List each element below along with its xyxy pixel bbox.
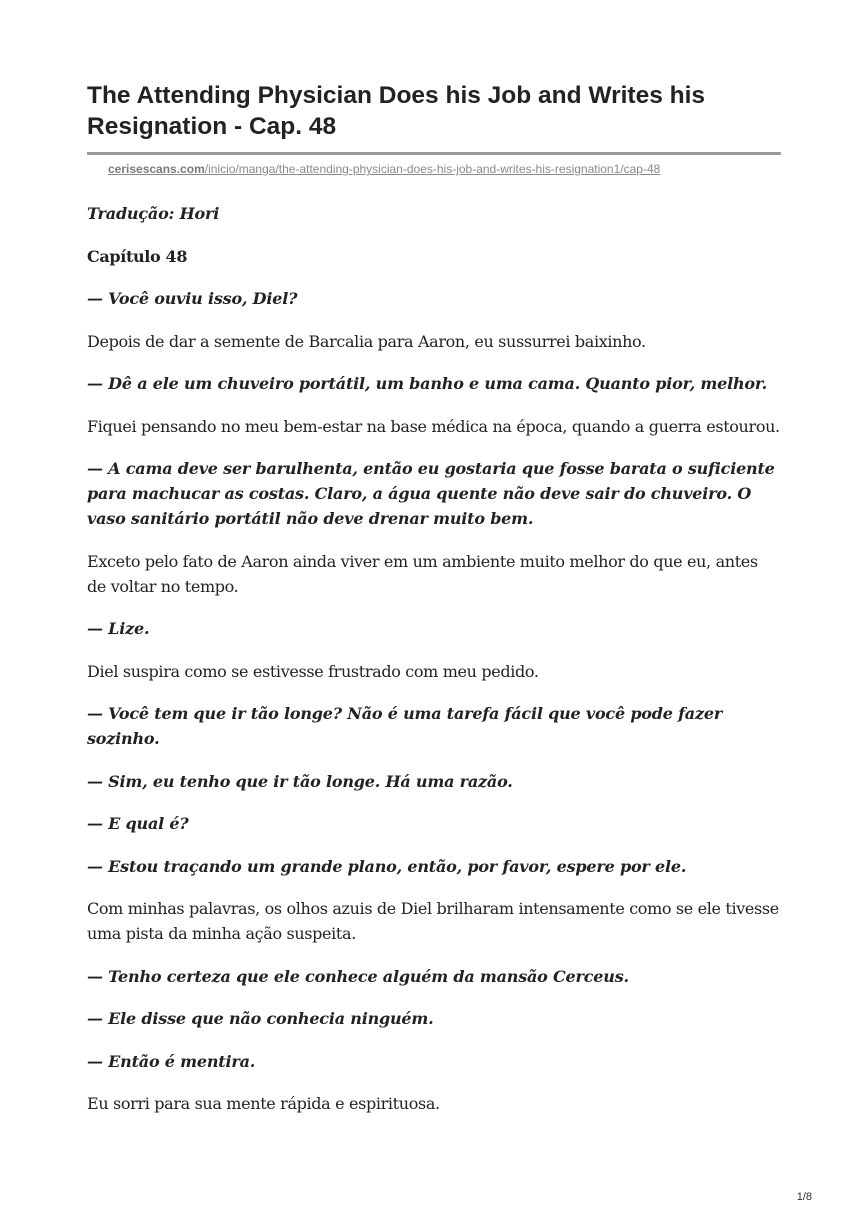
dialogue-paragraph: — Você ouviu isso, Diel?	[87, 289, 298, 308]
narration-paragraph: Exceto pelo fato de Aaron ainda viver em um ambiente muito melhor do que eu, antes de voltar no tempo.	[87, 551, 758, 596]
narration-paragraph: Depois de dar a semente de Barcalia para Aaron, eu sussurrei baixinho.	[87, 331, 646, 351]
dialogue-paragraph: — Tenho certeza que ele conhece alguém da mansão Cerceus.	[87, 966, 629, 986]
dialogue-paragraph: — A cama deve ser barulhenta, então eu gostaria que fosse barata o suficiente para machucar as costas. Claro, a água quente não deve sair do chuveiro. O vaso sanitário portátil não deve drenar muito bem.	[87, 459, 775, 528]
title-divider	[87, 152, 781, 155]
chapter-heading: Capítulo 48	[87, 246, 188, 266]
dialogue-paragraph: — Você tem que ir tão longe? Não é uma tarefa fácil que você pode fazer sozinho.	[87, 704, 723, 748]
dialogue-paragraph: — E qual é?	[87, 814, 189, 833]
dialogue-paragraph: — Ele disse que não conhecia ninguém.	[87, 1009, 434, 1028]
page-number: 1/8	[796, 1191, 812, 1203]
dialogue-paragraph: — Dê a ele um chuveiro portátil, um banho e uma cama. Quanto pior, melhor.	[87, 374, 768, 393]
dialogue-paragraph: — Lize.	[87, 619, 150, 638]
source-url-link[interactable]	[108, 162, 660, 176]
narration-paragraph: Eu sorri para sua mente rápida e espirituosa.	[87, 1094, 440, 1113]
source-domain: cerisescans.com	[108, 162, 205, 176]
document-title: The Attending Physician Does his Job and Writes his Resignation - Cap. 48	[87, 82, 706, 140]
dialogue-paragraph: — Sim, eu tenho que ir tão longe. Há uma razão.	[87, 771, 513, 791]
dialogue-paragraph: — Estou traçando um grande plano, então, por favor, espere por ele.	[87, 856, 687, 876]
chapter-content	[87, 201, 781, 1134]
narration-paragraph: Diel suspira como se estivesse frustrado com meu pedido.	[87, 661, 539, 681]
narration-paragraph: Fiquei pensando no meu bem-estar na base médica na época, quando a guerra estourou.	[87, 416, 780, 436]
dialogue-paragraph: Tradução: Hori	[87, 204, 220, 223]
source-path: /inicio/manga/the-attending-physician-does-his-job-and-writes-his-resignation1/cap-48	[204, 162, 661, 176]
narration-paragraph: Com minhas palavras, os olhos azuis de Diel brilharam intensamente como se ele tivesse uma pista da minha ação suspeita.	[87, 899, 779, 943]
dialogue-paragraph: — Então é mentira.	[87, 1051, 256, 1071]
